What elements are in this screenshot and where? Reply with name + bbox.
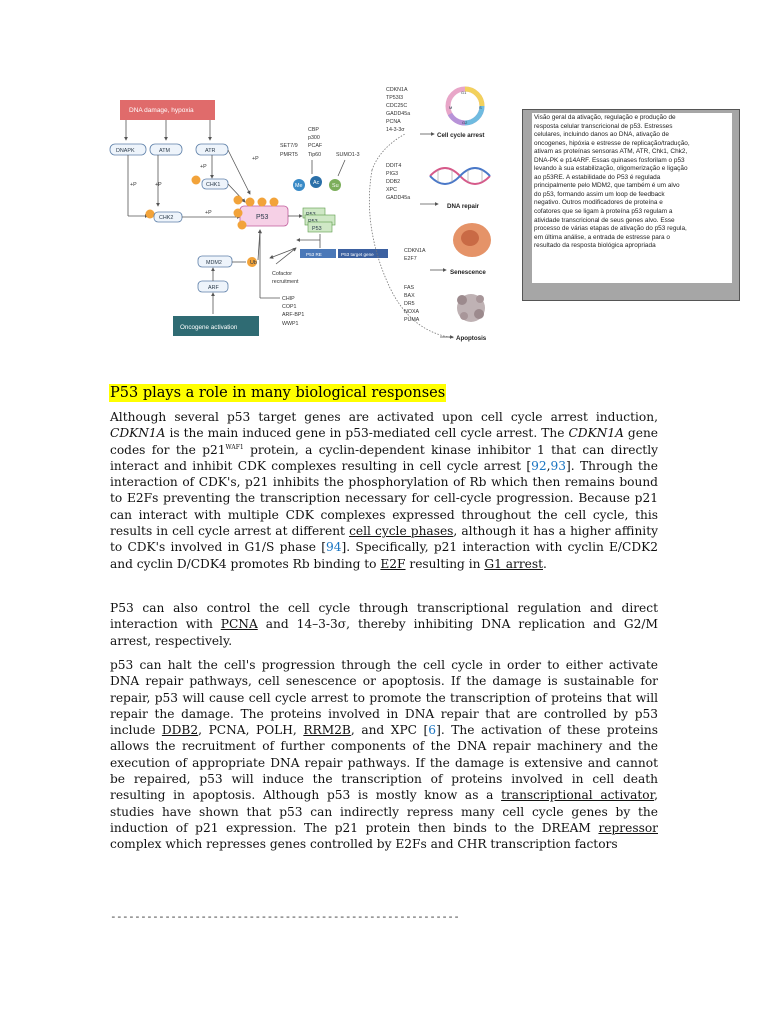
plus-p-1: +P <box>130 182 137 188</box>
cell-cycle-arrest-label: Cell cycle arrest <box>437 132 485 139</box>
svg-text:P53 RE: P53 RE <box>306 252 322 257</box>
svg-text:GADD45a: GADD45a <box>386 195 411 201</box>
modifier-tip60: Tip60 <box>308 152 322 158</box>
svg-text:FAS: FAS <box>404 285 415 291</box>
p53-pathway-figure <box>100 78 505 346</box>
figure-caption <box>532 113 732 283</box>
svg-text:Ac: Ac <box>313 180 320 186</box>
caption-line: processo de várias etapas de ativação do p53 regula, <box>534 225 687 233</box>
plus-p-4: +P <box>252 156 259 162</box>
svg-text:E2F7: E2F7 <box>404 256 417 262</box>
p53-label: P53 <box>256 214 269 221</box>
arf-label: ARF <box>208 285 219 291</box>
apoptotic-cell-icon <box>457 294 485 322</box>
svg-text:P53 target gene: P53 target gene <box>341 252 374 257</box>
dna-helix-icon <box>430 168 490 184</box>
cell-cycle-icon <box>448 89 482 125</box>
svg-text:G1: G1 <box>461 90 467 95</box>
modifier-cbp: CBP <box>308 127 319 133</box>
mdm2-label: MDM2 <box>206 260 222 266</box>
dna-damage-label: DNA damage, hypoxia <box>129 107 194 114</box>
plus-p-2: +P <box>155 182 162 188</box>
link-g1-arrest[interactable]: G1 arrest <box>484 556 544 571</box>
svg-text:S: S <box>479 105 482 110</box>
phospho-badge <box>192 176 201 185</box>
svg-text:XPC: XPC <box>386 187 397 193</box>
plus-p-3: +P <box>200 164 207 170</box>
caption-line: resposta celular transcricional de p53. Estresses <box>534 122 673 130</box>
svg-text:Cofactor: Cofactor <box>272 271 293 277</box>
dna-repair-label: DNA repair <box>447 203 480 210</box>
dashed-divider: ---------------------------------------------------------- <box>110 910 460 923</box>
modifier-pmrt5: PMRT5 <box>280 152 298 158</box>
svg-text:Su: Su <box>332 183 339 189</box>
link-pcna[interactable]: PCNA <box>220 617 258 632</box>
link-transcriptional-activator[interactable]: transcriptional activator <box>501 788 655 803</box>
chk2-label: CHK2 <box>159 215 174 221</box>
atm-label: ATM <box>159 148 170 154</box>
svg-text:PIG3: PIG3 <box>386 171 399 177</box>
caption-line: principalmente pelo MDM2, que também é um alvo <box>534 182 680 190</box>
caption-line: celulares, incluindo danos ao DNA, ativação de <box>534 131 669 139</box>
link-repressor[interactable]: repressor <box>598 820 658 835</box>
svg-text:Ub: Ub <box>250 260 257 266</box>
svg-text:G2: G2 <box>462 120 468 125</box>
svg-text:BAX: BAX <box>404 293 415 299</box>
apoptosis-label: Apoptosis <box>456 335 487 342</box>
citation-link[interactable]: 6 <box>428 723 437 738</box>
link-ddb2[interactable]: DDB2 <box>161 723 199 738</box>
caption-line: ativam as proteínas sensoras ATM, ATR, Chk1, Chk2, <box>534 148 688 156</box>
svg-text:DR5: DR5 <box>404 301 415 307</box>
svg-text:CDKN1A: CDKN1A <box>386 87 408 93</box>
svg-text:CHIP: CHIP <box>282 296 295 302</box>
svg-text:WWP1: WWP1 <box>282 321 299 327</box>
svg-text:DDB2: DDB2 <box>386 179 401 185</box>
phospho-badge <box>146 210 155 219</box>
link-cell-cycle-phases[interactable]: cell cycle phases <box>349 524 454 539</box>
svg-text:PCNA: PCNA <box>386 119 401 125</box>
svg-text:GADD45a: GADD45a <box>386 111 411 117</box>
paragraph-dna-repair: p53 can halt the cell's progression through the cell cycle in order to either activate DNA repair pathways, cell senescence or apoptosis. If the damage is sustainable for repair, p53 will cause cell cycle arrest to promote the transcription of proteins that will repair the damage. The proteins involved in DNA repair that are controlled by p53 include DDB2, PCNA, POLH, RRM2B, and XPC [6]. The activation of these proteins allows the recruitment of further components of the DNA repair machinery and the execution of appropriate DNA repair pathways. If the damage is extensive and cannot be repaired, p53 will induce the transcription of proteins involved in cell death resulting in apoptosis. Although p53 is mostly know as a transcriptional activator, studies have shown that p53 can indirectly repress many cell cycle genes by the induction of p21 expression. The p21 protein then binds to the DREAM repressor complex which represses genes controlled by E2Fs and CHR transcription factors <box>110 658 659 852</box>
svg-text:P53: P53 <box>312 226 322 232</box>
caption-line: atividade transcricional de seus genes alvo. Esse <box>534 216 675 224</box>
caption-line: em última análise, a entrada de estresse para o <box>534 233 670 241</box>
svg-text:DDIT4: DDIT4 <box>386 163 402 169</box>
figure-caption-box <box>522 109 740 301</box>
oncogene-label: Oncogene activation <box>180 324 238 331</box>
paragraph-pcna: P53 can also control the cell cycle through transcriptional regulation and direct interaction with PCNA and 14–3-3σ, thereby inhibiting DNA replication and G2/M arrest, respectively. <box>110 601 658 648</box>
plus-p-5: +P <box>205 210 212 216</box>
svg-text:recruitment: recruitment <box>272 279 299 285</box>
svg-text:COP1: COP1 <box>282 304 297 310</box>
section-heading: P53 plays a role in many biological responses <box>110 385 446 401</box>
caption-line: resultado da resposta biológica apropriada <box>534 242 656 250</box>
svg-text:Me: Me <box>295 183 303 189</box>
svg-text:M: M <box>449 105 453 110</box>
caption-line: oncogenes, hipóxia e estresse de replicação/tradução, <box>534 139 690 147</box>
chk1-label: CHK1 <box>206 182 221 188</box>
paragraph-cell-cycle-arrest: Although several p53 target genes are activated upon cell cycle arrest induction, CDKN1A is the main induced gene in p53-mediated cell cycle arrest. The CDKN1A gene codes for the $p21^{WAF1}$ protein, a cyclin-dependent kinase inhibitor 1 that can directly interact and inhibit CDK complexes resulting in cell cycle arrest [92,93]. Through the interaction of CDK's, p21 inhibits the phosphorylation of Rb which then remains bound to E2Fs preventing the transcription necessary for cell-cycle progression. Because p21 can interact with multiple CDK complexes expressed throughout the cell cycle, this results in cell cycle arrest at different cell cycle phases, although it has a higher affinity to CDK's involved in G1/S phase [94]. Specifically, p21 interaction with cyclin E/CDK2 and cyclin D/CDK4 promotes Rb binding to E2F resulting in G1 arrest. <box>110 410 658 571</box>
citation-link[interactable]: 94 <box>325 540 342 555</box>
caption-line: ao p53RE. A estabilidade do P53 é regulada <box>534 173 661 181</box>
svg-text:NOXA: NOXA <box>404 309 420 315</box>
caption-line: DNA-PK e p14ARF. Essas quinases fosforilam o p53 <box>534 156 685 164</box>
svg-text:TP53I3: TP53I3 <box>386 95 404 101</box>
modifier-pcaf: PCAF <box>308 143 323 149</box>
svg-text:ARF-BP1: ARF-BP1 <box>282 312 305 318</box>
dnapk-label: DNAPK <box>116 148 135 154</box>
citation-link[interactable]: 93 <box>550 458 567 473</box>
modifier-p300: p300 <box>308 135 320 141</box>
atr-label: ATR <box>205 148 216 154</box>
link-rrm2b[interactable]: RRM2B <box>303 723 351 738</box>
svg-text:CDKN1A: CDKN1A <box>404 248 426 254</box>
senescence-label: Senescence <box>450 269 486 276</box>
caption-line: cofatores que se ligam à proteína p53 regulam a <box>534 208 673 216</box>
modifier-sumo: SUMO1-3 <box>336 152 360 158</box>
modifier-set79: SET7/9 <box>280 143 298 149</box>
caption-line: negativo. Outros modificadores de proteína e <box>534 199 663 207</box>
citation-link[interactable]: 92 <box>531 458 547 473</box>
caption-line: levando à sua estabilização, oligomerização e ligação <box>534 165 688 173</box>
caption-line: Visão geral da ativação, regulação e produção de <box>534 114 676 121</box>
caption-line: do p53, formando assim um loop de feedback <box>534 190 665 198</box>
link-e2f[interactable]: E2F <box>380 556 406 571</box>
svg-text:PUMA: PUMA <box>404 317 420 323</box>
svg-text:CDC25C: CDC25C <box>386 103 408 109</box>
svg-text:14-3-3σ: 14-3-3σ <box>386 127 405 133</box>
